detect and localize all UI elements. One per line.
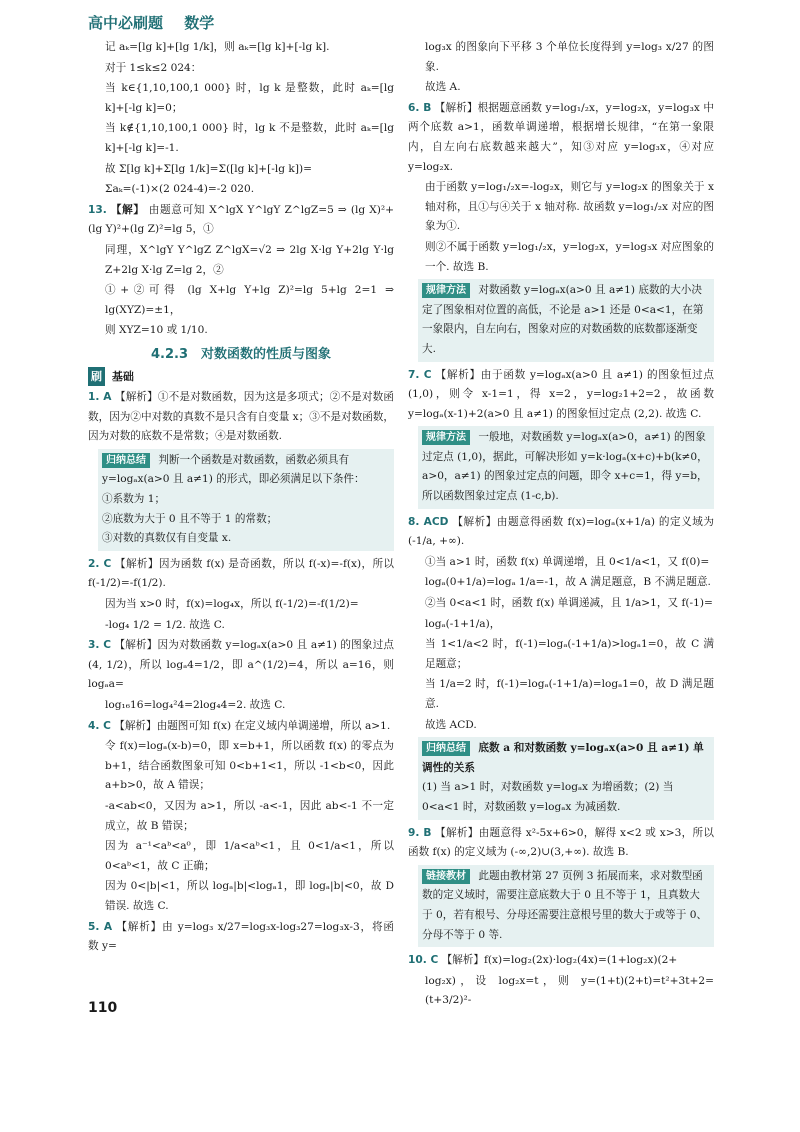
box-title: 底数 a 和对数函数 y=logₐx(a>0 且 a≠1) 单调性的关系 [422,742,704,774]
text-line: -a<ab<0，又因为 a>1，所以 -a<-1，因此 ab<-1 不一定成立，故 B 错误； [105,799,394,832]
text-line: logₐ(0+1/a)=logₐ 1/a=-1，故 A 满足题意，B 不满足题意. [425,576,711,589]
box-label: 规律方法 [422,283,470,298]
book-title: 高中必刷题 [88,14,164,32]
textbook-link-box [418,865,714,947]
question-number: 7. C [408,368,432,381]
text-line: log₃x 的图象向下平移 3 个单位长度得到 y=log₃ x/27 的图象. [425,41,714,73]
text-line: 记 aₖ=[lg k]+[lg 1/k]，则 aₖ=[lg k]+[-lg k]. [105,41,330,53]
text-line: Σaₖ=(-1)×(2 024-4)=-2 020. [105,183,255,196]
box-item: ①系数为 1； [102,493,166,506]
basics-heading [88,367,394,387]
question-number: 10. C [408,954,439,967]
question-1 [88,388,394,447]
text-line: ①当 a>1 时，函数 f(x) 单调递增，且 0<1/a<1，又 f(0)= [425,555,710,568]
page-header [88,12,230,33]
text-line: ②当 0<a<1 时，函数 f(x) 单调递减，且 1/a>1，又 f(-1)= [425,597,713,610]
solution-text: 【解析】由题图可知 f(x) 在定义域内单调递增，所以 a>1. [114,719,391,732]
box-label: 归纳总结 [102,453,150,468]
text-line: 令 f(x)=logₐ(x-b)=0，即 x=b+1，所以函数 f(x) 的零点为 b+1，结合函数图象可知 0<b+1<1，所以 -1<b<0，因此 a+b>0，故 A 错误； [105,740,394,792]
text-line: 因为当 x>0 时，f(x)=log₄x，所以 f(-1/2)=-f(1/2)= [105,598,359,611]
text-line: 则 XYZ=10 或 1/10. [105,324,208,337]
question-2 [88,555,394,594]
text-line: 故选 A. [425,81,461,94]
solution-text: 【解析】根据题意函数 y=log₁/₂x，y=log₂x，y=log₃x 中两个底数 a>1，函数单调递增，根据增长规律，“在第一象限内，自左向右底数越来越大”，知③对应 y=log₃x，④对应 y=log₂x. [408,101,714,173]
question-7 [408,366,714,425]
subject-title: 数学 [184,14,215,32]
text-line: 故 Σ[lg k]+Σ[lg 1/k]=Σ([lg k]+[-lg k])= [105,162,312,175]
text-line: 当 k∈{1,10,100,1 000} 时，lg k 是整数，此时 aₖ=[lg k]+[-lg k]=0； [105,82,394,114]
question-3 [88,636,394,695]
box-text: 一般地，对数函数 y=logₐx(a>0，a≠1) 的图象过定点 (1,0)，据此，可解决形如 y=k·logₐ(x+c)+b(k≠0，a>0，a≠1) 的图象过定点的问题，即令 x+c=1，得 y=b，所以函数图象过定点 (1-c,b). [422,431,708,503]
question-4 [88,717,394,737]
text-line: 对于 1≤k≤2 024： [105,61,202,74]
text-line: 因为 0<|b|<1，所以 logₐ|b|<logₐ1，即 logₐ|b|<0，故 D 错误. 故选 C. [105,880,394,912]
text-line: 则②不属于函数 y=log₁/₂x，y=log₂x，y=log₃x 对应图象的一个. 故选 B. [425,240,714,273]
question-number: 3. C [88,639,112,652]
text-line: logₐ(-1+1/a)， [425,617,501,630]
box-text: 对数函数 y=logₐx(a>0 且 a≠1) 底数的大小决定了图象相对位置的高低，不论是 a>1 还是 0<a<1，在第一象限内，自左向右，图象对应的对数函数的底数都逐渐变大. [422,284,704,355]
question-6 [408,99,714,177]
solution-text: 【解析】①不是对数函数，因为这是多项式；②不是对数函数，因为②中对数的真数不是只含有自变量 x；③不是对数函数，因为对数的底数不是常数；④是对数函数. [88,391,394,443]
question-13 [88,201,394,240]
question-8 [408,513,714,552]
question-10 [408,951,714,971]
text-line: 故选 ACD. [425,718,477,731]
text-line: 同理，X^lgY Y^lgZ Z^lgX=√2 ⇒ 2lg X·lg Y+2lg Y·lg Z+2lg X·lg Z=lg 2，② [105,243,394,276]
text-line: 因为 a⁻¹<aᵇ<a⁰，即 1/a<aᵇ<1，且 0<1/a<1，所以 0<aᵇ<1，故 C 正确； [105,840,394,872]
question-number: 6. B [408,101,432,114]
left-column [88,38,394,958]
text-line: 由于函数 y=log₁/₂x=-log₂x，则它与 y=log₂x 的图象关于 x 轴对称，且①与④关于 x 轴对称. 故函数 y=log₁/₂x 对应的图象为①. [425,181,714,233]
section-title: 4.2.3 对数函数的性质与图象 [150,346,331,362]
solution-text: 由题意可知 X^lgX Y^lgY Z^lgZ=5 ⇒ (lg X)²+(lg Y)²+(lg Z)²=lg 5，① [88,203,394,236]
text-line: log₁₆16=log₄²4=2log₄4=2. 故选 C. [105,699,286,711]
solution-text: 【解析】由于函数 y=logₐx(a>0 且 a≠1) 的图象恒过点 (1,0)，则令 x-1=1，得 x=2，y=log₂1+2=2，故函数 y=logₐ(x-1)+2(a>0 且 a≠1) 的图象恒过定点 (2,2). 故选 C. [408,368,715,420]
text-line: 当 1/a=2 时，f(-1)=logₐ(-1+1/a)=logₐ1=0，故 D 满足题意. [425,678,714,710]
question-number: 9. B [408,826,432,839]
page-number: 110 [88,1000,118,1016]
solution-text: 【解析】由题意得 x²-5x+6>0，解得 x<2 或 x>3，所以函数 f(x) 的定义域为 (-∞,2)∪(3,+∞). 故选 B. [408,826,714,859]
solution-text: 【解析】f(x)=log₂(2x)·log₂(4x)=(1+log₂x)(2+ [441,954,678,967]
question-number: 2. C [88,557,112,570]
box-text: 此题由教材第 27 页例 3 拓展而来，求对数型函数的定义域时，需要注意底数大于 0 且不等于 1，且真数大于 0，若有根号、分母还需要注意根号里的数大于或等于 0、分母不等于 0 等. [422,869,708,941]
right-column [408,38,714,1012]
question-9 [408,824,714,863]
question-number: 1. A [88,391,112,404]
text-line: ①+②可得 (lg X+lg Y+lg Z)²=lg 5+lg 2=1 ⇒ lg(XYZ)=±1， [105,284,394,316]
box-text: (1) 当 a>1 时，对数函数 y=logₐx 为增函数；(2) 当 0<a<1 时，对数函数 y=logₐx 为减函数. [422,781,674,813]
box-label: 规律方法 [422,430,470,445]
brush-badge: 刷 [88,367,105,387]
question-5 [88,918,394,957]
method-box [418,426,714,508]
solution-text: 【解析】由题意得函数 f(x)=logₐ(x+1/a) 的定义域为 (-1/a, +∞). [408,515,714,548]
text-line: 当 k∉{1,10,100,1 000} 时，lg k 不是整数，此时 aₖ=[lg k]+[-lg k]=-1. [105,122,394,154]
summary-box [98,449,394,551]
text-line: -log₄ 1/2 = 1/2. 故选 C. [105,618,225,631]
basics-label: 基础 [111,369,134,383]
box-item: ②底数为大于 0 且不等于 1 的常数； [102,512,278,525]
box-label: 归纳总结 [422,741,470,756]
question-number: 8. ACD [408,515,449,528]
solution-tag: 【解】 [110,203,145,216]
box-text: 判断一个函数是对数函数，函数必须具有 y=logₐx(a>0 且 a≠1) 的形式，即必须满足以下条件： [102,453,365,486]
method-box [418,279,714,361]
box-item: ③对数的真数仅有自变量 x. [102,532,232,545]
summary-box [418,737,714,819]
text-line: log₂x)，设 log₂x=t，则 y=(1+t)(2+t)=t²+3t+2=(t+3/2)²- [425,974,714,1007]
solution-text: 【解析】由 y=log₃ x/27=log₃x-log₃27=log₃x-3，将函数 y= [88,920,394,953]
text-line: 当 1<1/a<2 时，f(-1)=logₐ(-1+1/a)>logₐ1=0，故 C 满足题意； [425,638,714,670]
question-number: 13. [88,203,107,216]
question-number: 5. A [88,920,113,933]
solution-text: 【解析】因为函数 f(x) 是奇函数，所以 f(-x)=-f(x)，所以 f(-1/2)=-f(1/2). [88,557,395,590]
solution-text: 【解析】因为对数函数 y=logₐx(a>0 且 a≠1) 的图象过点 (4, 1/2)，所以 logₐ4=1/2，即 a^(1/2)=4，所以 a=16，则 logₐa= [88,639,394,691]
box-label: 链接教材 [422,869,470,884]
question-number: 4. C [88,719,111,732]
